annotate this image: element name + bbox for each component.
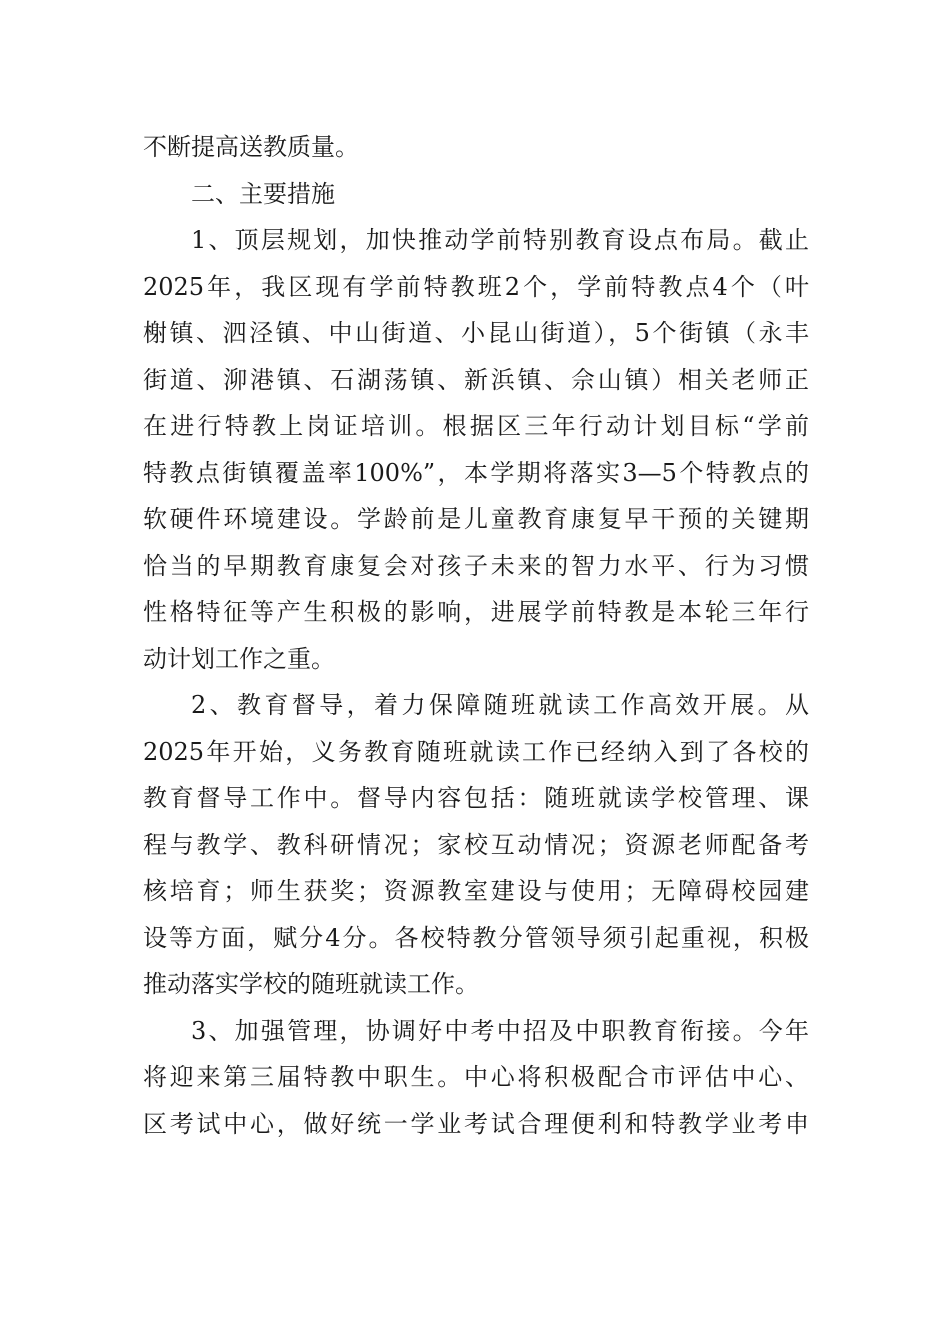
text-line: 恰当的早期教育康复会对孩子未来的智力水平、行为习惯	[143, 551, 809, 580]
text-line: 软硬件环境建设。学龄前是儿童教育康复早干预的关键期	[143, 505, 809, 533]
document-page	[143, 124, 809, 1147]
text-line: 程与教学、教科研情况；家校互动情况；资源老师配备考	[143, 830, 809, 859]
section-heading: 二、主要措施	[191, 179, 335, 208]
text-line: 性格特征等产生积极的影响，进展学前特教是本轮三年行	[143, 598, 809, 626]
text-line: 1、顶层规划，加快推动学前特别教育设点布局。截止	[191, 226, 809, 254]
text-line: 2025年开始，义务教育随班就读工作已经纳入到了各校的	[143, 737, 809, 766]
text-line: 榭镇、泗泾镇、中山街道、小昆山街道），5个街镇（永丰	[143, 319, 809, 347]
text-line: 设等方面，赋分4分。各校特教分管领导须引起重视，积极	[143, 923, 809, 952]
text-line: 街道、泖港镇、石湖荡镇、新浜镇、佘山镇）相关老师正	[143, 365, 809, 394]
text-line: 区考试中心，做好统一学业考试合理便利和特教学业考申	[143, 1109, 809, 1138]
text-line: 推动落实学校的随班就读工作。	[143, 970, 479, 998]
text-line: 在进行特教上岗证培训。根据区三年行动计划目标“学前	[143, 412, 809, 440]
text-line: 教育督导工作中。督导内容包括：随班就读学校管理、课	[143, 784, 809, 812]
text-line: 2025年，我区现有学前特教班2个，学前特教点4个（叶	[143, 272, 809, 301]
text-line: 特教点街镇覆盖率100%”，本学期将落实3—5个特教点的	[143, 458, 809, 487]
text-line: 核培育；师生获奖；资源教室建设与使用；无障碍校园建	[143, 877, 809, 905]
text-line: 3、加强管理，协调好中考中招及中职教育衔接。今年	[191, 1016, 809, 1045]
text-line: 不断提高送教质量。	[143, 133, 359, 161]
text-line: 动计划工作之重。	[143, 644, 335, 673]
text-line: 将迎来第三届特教中职生。中心将积极配合市评估中心、	[143, 1063, 809, 1091]
text-line: 2、教育督导，着力保障随班就读工作高效开展。从	[191, 691, 809, 719]
